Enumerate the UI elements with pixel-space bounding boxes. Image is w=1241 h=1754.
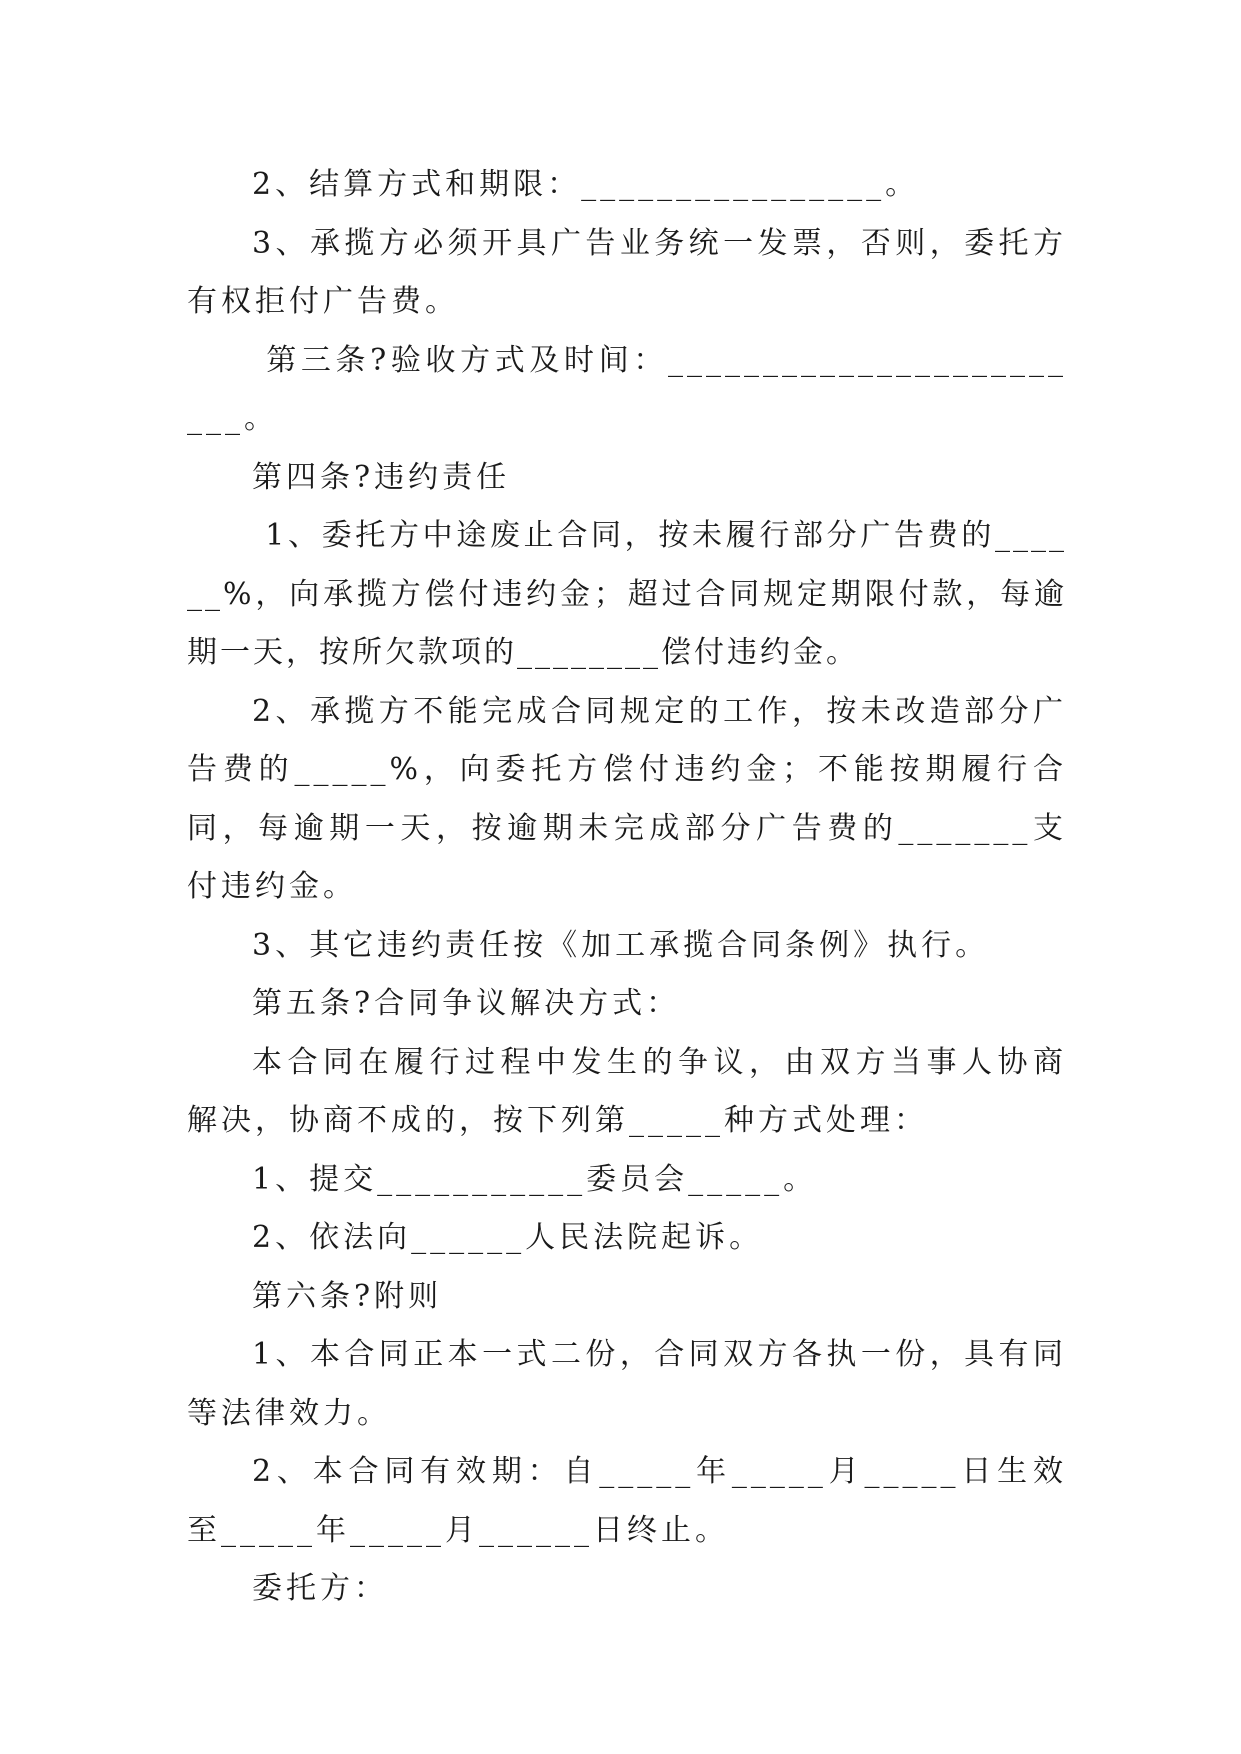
clause-client-breach: 1、委托方中途废止合同，按未履行部分广告费的______%，向承揽方偿付违约金；超过合同规定期限付款，每逾期一天，按所欠款项的________偿付违约金。 [187, 518, 1067, 670]
article-3-acceptance: 第三条?验收方式及时间：________________________。 [187, 342, 1067, 436]
clause-invoice-requirement: 3、承揽方必须开具广告业务统一发票，否则，委托方有权拒付广告费。 [187, 225, 1067, 319]
clause-copies: 1、本合同正本一式二份，合同双方各执一份，具有同等法律效力。 [187, 1337, 1067, 1431]
clause-other-liability: 3、其它违约责任按《加工承揽合同条例》执行。 [252, 927, 990, 963]
clause-settlement-terms: 2、结算方式和期限：________________。 [252, 167, 920, 202]
signature-client-label: 委托方： [252, 1571, 388, 1606]
option-arbitration: 1、提交___________委员会_____。 [252, 1161, 818, 1197]
contract-body [187, 156, 1067, 1619]
clause-validity-period: 2、本合同有效期：自_____年_____月_____日生效至_____年_____月______日终止。 [187, 1454, 1067, 1548]
option-litigation: 2、依法向______人民法院起诉。 [252, 1220, 764, 1255]
clause-contractor-breach: 2、承揽方不能完成合同规定的工作，按未改造部分广告费的_____%，向委托方偿付违约金；不能按期履行合同，每逾期一天，按逾期未完成部分广告费的_______支付违约金。 [187, 693, 1067, 904]
article-6-heading: 第六条?附则 [252, 1278, 443, 1314]
article-4-heading: 第四条?违约责任 [252, 459, 511, 495]
clause-dispute-resolution: 本合同在履行过程中发生的争议，由双方当事人协商解决，协商不成的，按下列第_____种方式处理： [187, 1044, 1067, 1138]
article-5-heading: 第五条?合同争议解决方式： [252, 986, 681, 1021]
